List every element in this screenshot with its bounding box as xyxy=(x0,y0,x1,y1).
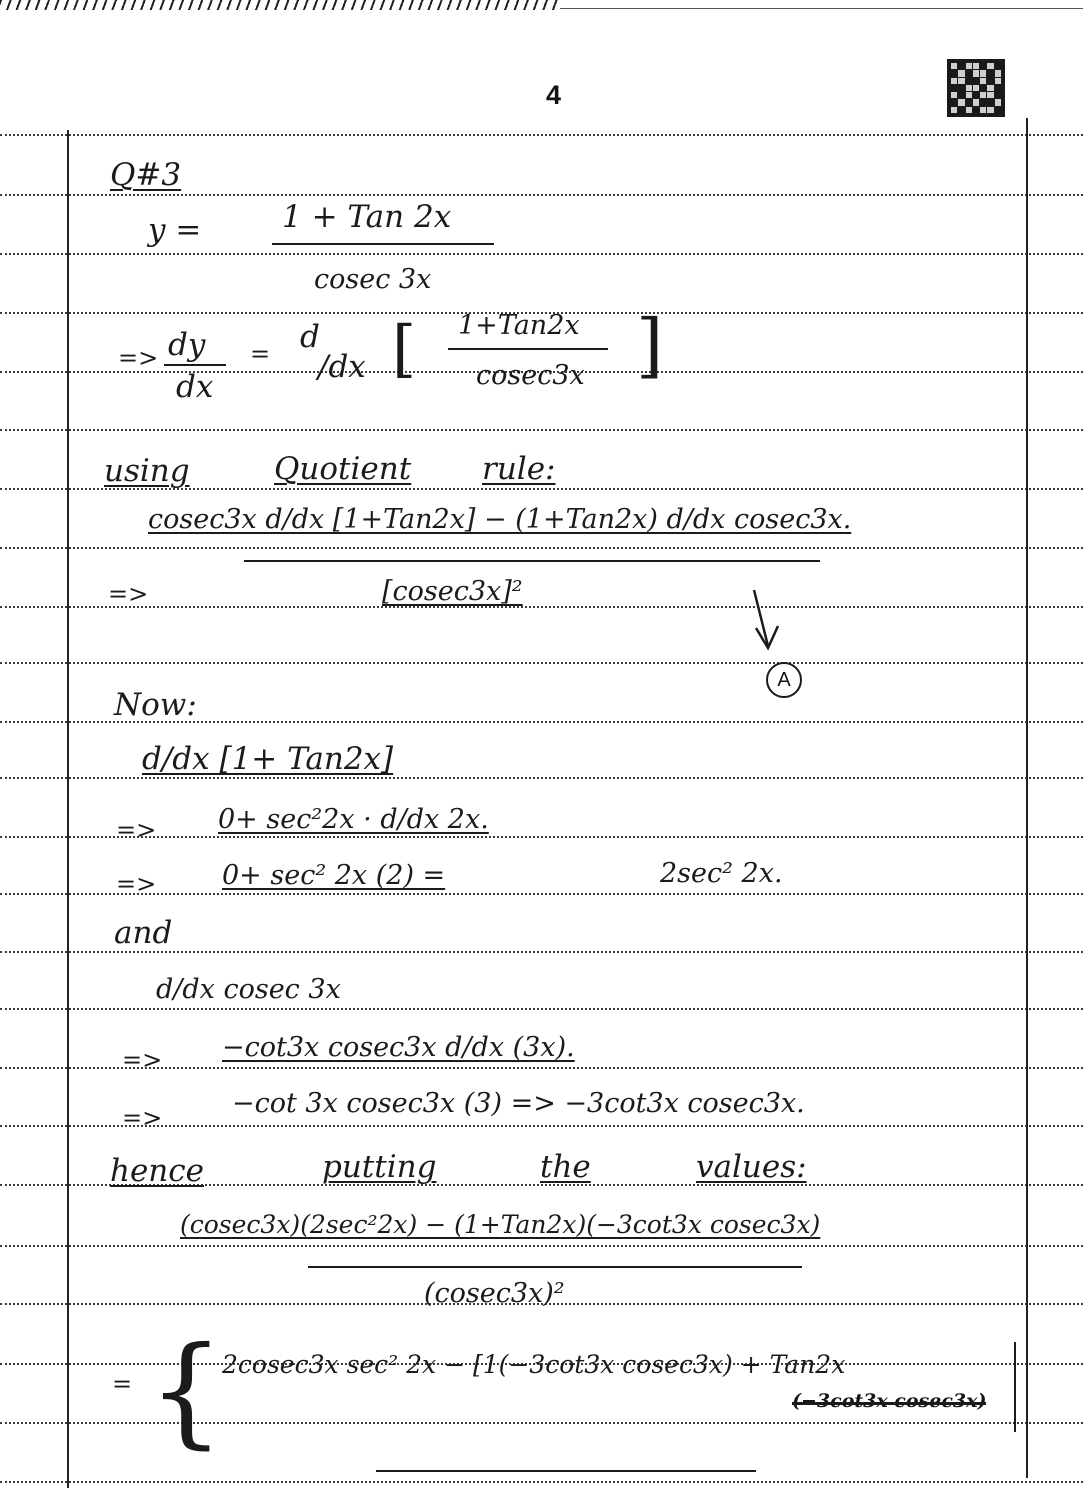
left-margin-line xyxy=(67,130,69,1488)
given-fraction-bar xyxy=(272,243,494,245)
values-word: values: xyxy=(696,1149,807,1185)
open-brace: { xyxy=(148,1322,225,1461)
bottom-fraction-bar xyxy=(376,1470,756,1472)
step-three: −cot3x cosec3x d/dx (3x). xyxy=(222,1032,575,1063)
final-numerator: (cosec3x)(2sec²2x) − (1+Tan2x)(−3cot3x cosec3x) xyxy=(180,1210,821,1239)
rule-word: rule: xyxy=(482,451,556,487)
equals-sign: = xyxy=(250,340,271,368)
implies-arrow-3: => xyxy=(116,816,157,844)
bracket-fraction-bar xyxy=(448,348,608,350)
quotient-denominator: [cosec3x]² xyxy=(382,576,523,607)
step-one: 0+ sec²2x · d/dx 2x. xyxy=(218,804,489,835)
closing-bracket-line xyxy=(1014,1342,1016,1432)
d-operator: d xyxy=(300,319,320,355)
down-arrow-icon xyxy=(746,588,786,658)
last-line-struck: (−3cot3x cosec3x) xyxy=(792,1390,987,1412)
bracket-denominator: cosec3x xyxy=(476,360,585,391)
bracket-numerator: 1+Tan2x xyxy=(458,310,580,341)
implies-arrow: => xyxy=(118,344,159,372)
question-label: Q#3 xyxy=(110,157,182,193)
given-numerator: 1 + Tan 2x xyxy=(282,199,452,235)
hence-word: hence xyxy=(110,1153,204,1189)
last-line: 2cosec3x sec² 2x − [1(−3cot3x cosec3x) + Tan2x xyxy=(222,1350,846,1379)
using-word: using xyxy=(104,453,190,489)
dx-label: dx xyxy=(176,369,214,405)
implies-arrow-5: => xyxy=(122,1046,163,1074)
right-margin-line xyxy=(1026,118,1028,1478)
given-denominator: cosec 3x xyxy=(314,264,432,295)
y-equals: y = xyxy=(148,212,202,248)
dydx-fraction-bar xyxy=(164,364,226,366)
open-bracket: [ xyxy=(392,312,417,385)
step-two: 0+ sec² 2x (2) = xyxy=(222,860,446,891)
derivative-one: d/dx [1+ Tan2x] xyxy=(142,741,394,777)
dx-operator: /dx xyxy=(318,349,366,385)
step-four: −cot 3x cosec3x (3) => −3cot3x cosec3x. xyxy=(232,1088,805,1119)
the-word: the xyxy=(540,1149,591,1185)
step-two-result: 2sec² 2x. xyxy=(660,858,783,889)
final-denominator: (cosec3x)² xyxy=(424,1278,565,1309)
implies-arrow-6: => xyxy=(122,1104,163,1132)
implies-arrow-4: => xyxy=(116,870,157,898)
now-label: Now: xyxy=(114,687,197,723)
equals-sign-2: = xyxy=(112,1370,133,1398)
implies-arrow-2: => xyxy=(108,580,149,608)
quotient-numerator: cosec3x d/dx [1+Tan2x] − (1+Tan2x) d/dx cosec3x. xyxy=(148,504,852,535)
and-label: and xyxy=(114,915,173,951)
final-fraction-bar xyxy=(308,1266,802,1268)
dy-label: dy xyxy=(168,327,206,363)
quotient-word: Quotient xyxy=(274,451,412,487)
page-number: 4 xyxy=(546,80,562,110)
putting-word: putting xyxy=(322,1149,437,1185)
circled-a-label: A xyxy=(766,662,802,698)
quotient-fraction-bar xyxy=(244,560,820,562)
close-bracket: ] xyxy=(636,304,664,386)
derivative-two: d/dx cosec 3x xyxy=(156,974,341,1005)
